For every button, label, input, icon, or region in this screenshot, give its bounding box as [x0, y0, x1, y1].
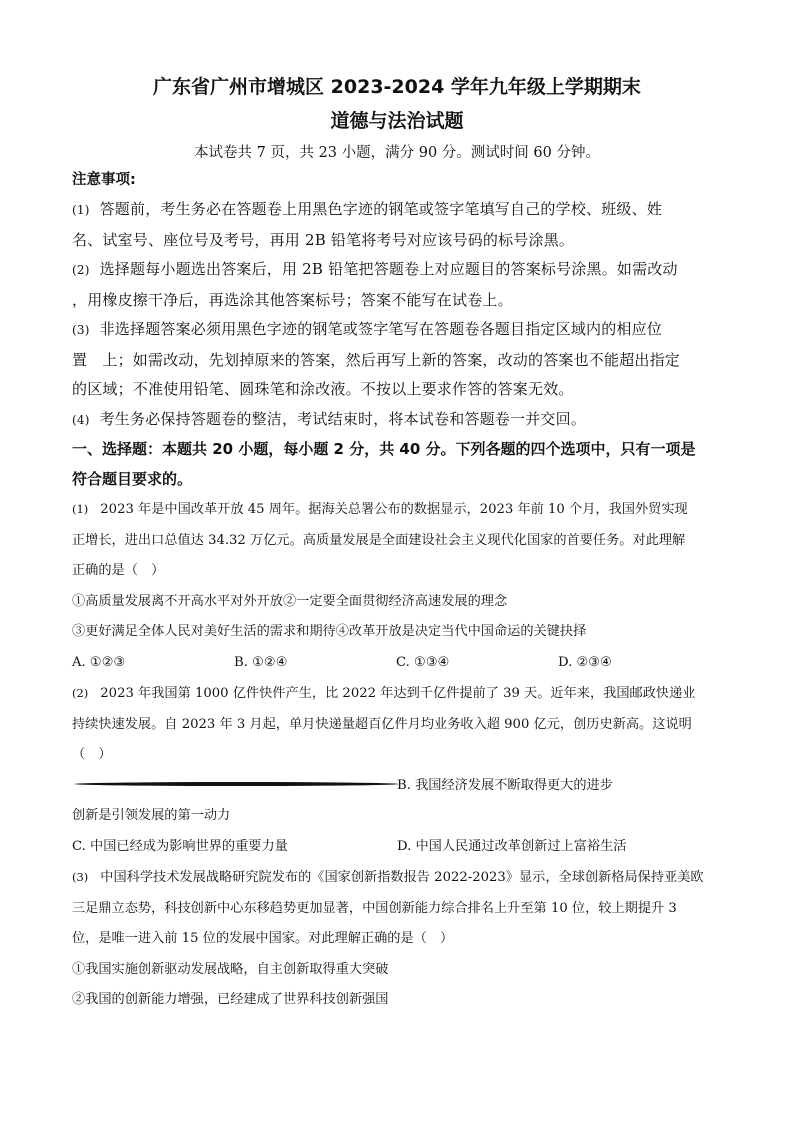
- notice-4: [72, 405, 722, 436]
- question-text: 2023 年我国第 1000 亿件快件产生，比 2022 年达到千亿件提前了 39 天。近年来，我国邮政快递业: [100, 686, 696, 701]
- choice-d[interactable]: D. 中国人民通过改革创新过上富裕生活: [397, 838, 627, 854]
- choice-c[interactable]: C. ①③④: [396, 654, 450, 670]
- notice-1: [72, 195, 722, 255]
- notice-number: (3): [72, 323, 90, 337]
- choice-b[interactable]: B. ①②④: [234, 654, 288, 670]
- choice-a-text: 创新是引领发展的第一动力: [72, 808, 231, 823]
- choice-d[interactable]: D. ②③④: [558, 654, 612, 670]
- question-number: (1): [72, 502, 89, 516]
- question-2: [72, 678, 722, 862]
- question-text: （ ）: [72, 747, 112, 762]
- choice-a[interactable]: A. ①②③: [72, 654, 126, 670]
- notice-number: (4): [72, 412, 90, 427]
- answer-choices: [72, 648, 722, 679]
- exam-page: [72, 70, 722, 1016]
- notice-text: 置 上；如需改动，先划掉原来的答案，然后再写上新的答案，改动的答案也不能超出指定: [72, 350, 681, 369]
- notice-number: (1): [72, 203, 90, 217]
- section-heading-line: 符合题目要求的。: [72, 469, 193, 488]
- question-text: 正增长，进出口总值达 34.32 万亿元。高质量发展是全面建设社会主义现代化国家的首要任务。对此理解: [72, 532, 686, 548]
- section-heading-line: 一、选择题：本题共 20 小题，每小题 2 分，共 40 分。下列各题的四个选项中，只有一项是: [72, 440, 696, 458]
- statement-line: ①我国实施创新驱动发展战略，自主创新取得重大突破: [72, 961, 389, 977]
- statement-line: ①高质量发展离不开高水平对外开放②一定要全面贯彻经济高速发展的理念: [72, 593, 508, 609]
- notice-text: 选择题每小题选出答案后，用 2B 铅笔把答题卷上对应题目的答案标号涂黑。如需改动: [99, 260, 678, 278]
- choice-c[interactable]: C. 中国已经成为影响世界的重要力量: [72, 838, 288, 854]
- question-3: [72, 862, 722, 1016]
- exam-info: 本试卷共 7 页，共 23 小题，满分 90 分。测试时间 60 分钟。: [194, 145, 600, 161]
- question-text: 三足鼎立态势，科技创新中心东移趋势更加显著，中国创新能力综合排名上升至第 10 位，较上期提升 3: [72, 900, 677, 916]
- question-number: (3): [72, 870, 89, 884]
- question-text: 2023 年是中国改革开放 45 周年。据海关总署公布的数据显示，2023 年前 10 个月，我国外贸实现: [100, 502, 688, 517]
- notice-2: [72, 255, 722, 315]
- notice-text: ，用橡皮擦干净后，再选涂其他答案标号；答案不能写在试卷上。: [72, 290, 513, 309]
- bullet-icon: [74, 782, 399, 786]
- notice-text: 名、试室号、座位号及考号，再用 2B 铅笔将考号对应该号码的标号涂黑。: [72, 230, 575, 249]
- choice-a[interactable]: [72, 771, 397, 832]
- notice-text: 的区域；不准使用铅笔、圆珠笔和涂改液。不按以上要求作答的答案无效。: [72, 380, 574, 398]
- notice-number: (2): [72, 263, 90, 277]
- notice-text: 非选择题答案必须用黑色字迹的钢笔或签字笔写在答题卷各题目指定区域内的相应位: [99, 320, 663, 338]
- notice-heading: 注意事项:: [72, 172, 136, 188]
- statement-line: ③更好满足全体人民对美好生活的需求和期待④改革开放是决定当代中国命运的关键抉择: [72, 624, 587, 639]
- statement-line: ②我国的创新能力增强，已经建成了世界科技创新强国: [72, 992, 389, 1007]
- answer-choices-row2: [72, 832, 722, 863]
- question-number: (2): [72, 686, 89, 700]
- choice-b[interactable]: B. 我国经济发展不断取得更大的进步: [397, 777, 613, 793]
- question-text: 持续快速发展。自 2023 年 3 月起，单月快递量超百亿件月均业务收入超 900 亿元，创历史新高。这说明: [72, 716, 692, 732]
- notice-text: 答题前，考生务必在答题卷上用黑色字迹的钢笔或签字笔填写自己的学校、班级、姓: [99, 200, 663, 218]
- question-text: 中国科学技术发展战略研究院发布的《国家创新指数报告 2022-2023》显示，全球创新格局保持亚美欧: [100, 870, 704, 885]
- question-text: 正确的是（ ）: [72, 563, 165, 578]
- exam-title-line1: 广东省广州市增城区 2023-2024 学年九年级上学期期末: [153, 76, 641, 98]
- answer-choices-row1: [72, 771, 722, 832]
- section-heading: [72, 435, 722, 494]
- question-1: [72, 494, 722, 678]
- notice-text: 考生务必保持答题卷的整洁，考试结束时，将本试卷和答题卷一并交回。: [99, 409, 587, 428]
- notice-3: [72, 315, 722, 405]
- question-text: 位，是唯一进入前 15 位的发展中国家。对此理解正确的是（ ）: [72, 931, 454, 946]
- exam-title-line2: 道德与法治试题: [330, 110, 464, 132]
